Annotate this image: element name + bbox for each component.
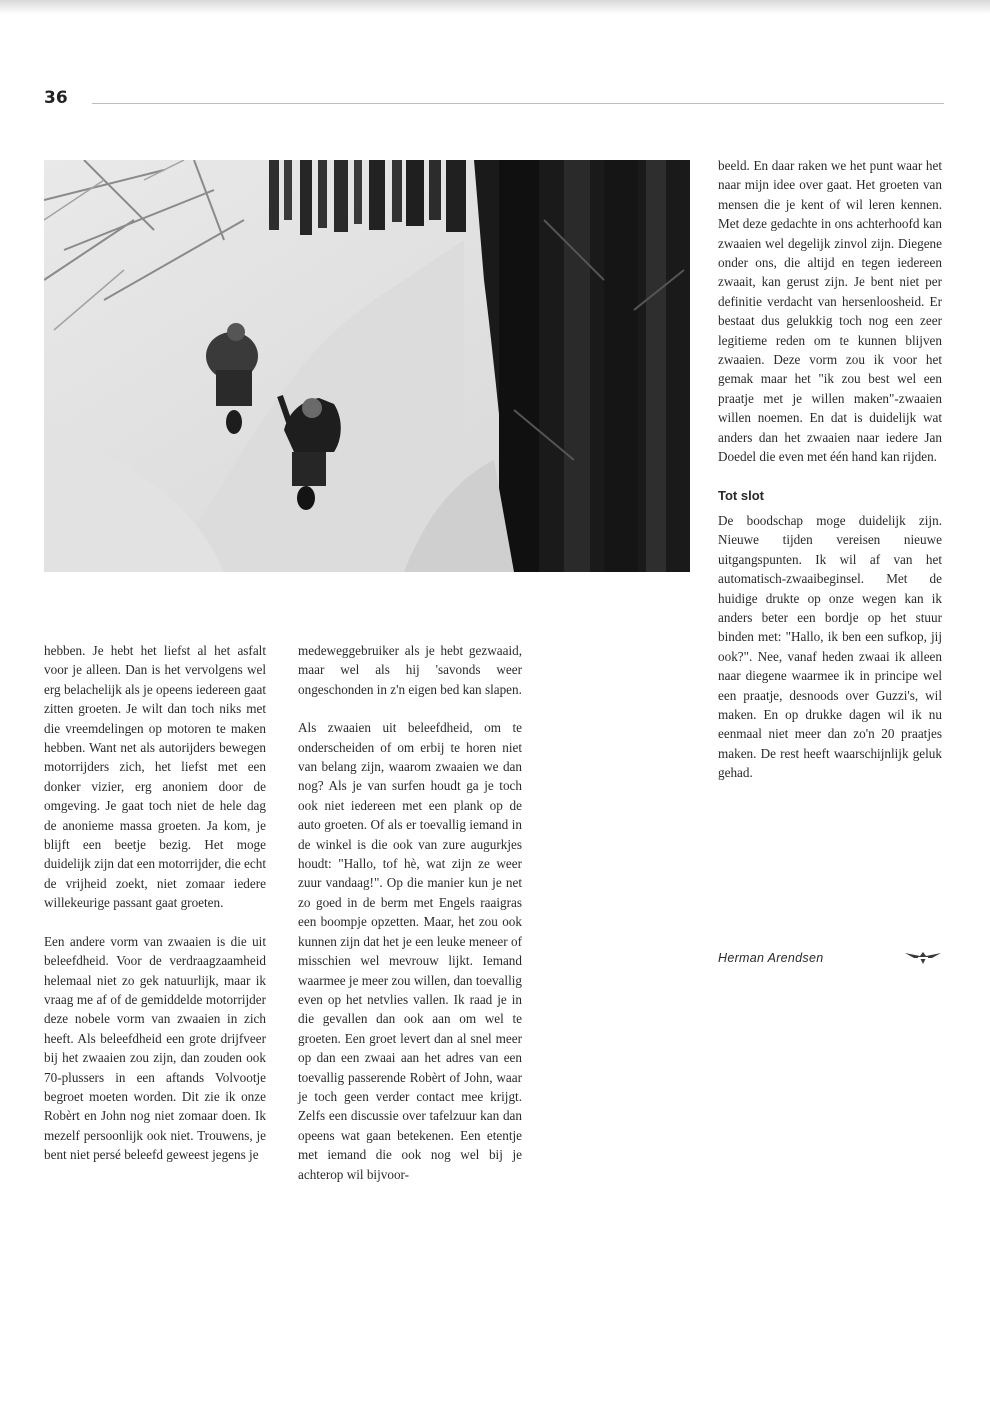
column2-paragraph-2: Als zwaaien uit beleefdheid, om te onderscheiden of om erbij te horen niet van belang zijn, waarom zwaaien we dan nog? Als je van surfen houdt ga je toch ook niet iedereen met een plank op de auto groeten. Of als er toevallig iemand in de winkel is die ook van zure augurkjes houdt: "Hallo, tof hè, wat zijn ze weer zuur vandaag!". Op die manier kun je net zo goed in de berm met Engels raaigras een boompje opzetten. Maar, het zou ook kunnen zijn dat het je een leuke meneer of misschien wel mevrouw lijkt. Iemand waarmee je meer zou willen, dan toevallig even op het netvlies vallen. Ik raad je in die gevallen dan ook aan om wel te groeten. Een groet levert dan al snel meer op dan een zwaai aan het adres van een toevallig passerende Robèrt of John, waar je toch geen verder contact mee krijgt. Zelfs een discussie over tafelzuur kan dan opeens wat gaan betekenen. Een etentje met iemand die ook nog wel bij je achterop wil bijvoor-: [298, 720, 522, 1182]
page-number: 36: [44, 88, 68, 108]
guzzi-eagle-logo-icon: [904, 949, 942, 967]
column1-paragraph-1: hebben. Je hebt het liefst al het asfalt voor je alleen. Dan is het vervolgens wel erg belachelijk als je opeens iedereen gaat zitten groeten. Je wilt dan toch niks met die vreemdelingen op motoren te maken hebben. Want net als autorijders bewegen motorrijders zich, het liefst met een donker vizier, erg anoniem door de omgeving. Je gaat toch niet de hele dag de anonieme massa groeten. Ja kom, je blijft een beetje bezig. Het moge duidelijk zijn dat een motorrijder, die echt de vrijheid zoekt, niet zomaar iedere willekeurige passant gaat groeten.: [44, 643, 266, 911]
column3-paragraph-2: De boodschap moge duidelijk zijn. Nieuwe tijden vereisen nieuwe uitgangspunten. Ik wil af van het automatisch-zwaaibeginsel. Met de huidige drukte op onze wegen kan ik anders beter een bordje op het stuur binden met: "Hallo, ik ben een sufkop, jij ook?". Nee, vanaf heden zwaai ik alleen naar diegene waarmee ik in principe wel een praatje, desnoods over Guzzi's, wil maken. En op drukke dagen wil ik nu eenmaal niet meer dan zo'n 20 praatjes maken. De rest heeft waarschijnlijk geluk gehad.: [718, 512, 942, 781]
page-top-edge: [0, 0, 990, 14]
article-column-1: [44, 641, 266, 1184]
column1-paragraph-2: Een andere vorm van zwaaien is die uit beleefdheid. Voor de verdraagzaamheid helemaal niet zo gek natuurlijk, maar ik vraag me af of de gemiddelde motorrijder deze nobele vorm van zwaaien in zich heeft. Als beleefdheid een grote drijfveer bij het zwaaien zou zijn, dan zouden ook 70-plussers in een aftands Volvootje begroet moeten worden. Dit zie ik onze Robèrt en John nog niet zomaar doen. Ik mezelf persoonlijk ook niet. Trouwens, je bent niet persé beleefd geweest jegens je: [44, 933, 266, 1163]
section-heading-tot-slot: Tot slot: [718, 487, 764, 503]
article-column-3: [718, 156, 942, 802]
column3-paragraph-1: beeld. En daar raken we het punt waar het naar mijn idee over gaat. Het groeten van mensen die je kent of wil leren kennen. Met deze gedachte in ons achterhoofd kan zwaaien wel degelijk zinvol zijn. Diegene onder ons, die altijd en tegen iedereen zwaait, kan gerust zijn. Je bent niet per definitie verdacht van hersenloosheid. Er bestaat dus gelukkig toch nog een zeer legitieme reden om te kunnen blijven zwaaien. Deze vorm zou ik voor het gemak maar het "ik zou best wel een praatje met je willen maken"-zwaaien willen noemen. En dat is duidelijk wat anders dan het zwaaien naar iedere Jan Doedel die even met één hand kan rijden.: [718, 158, 942, 465]
article-column-2: [298, 641, 522, 1203]
column2-paragraph-1: medeweggebruiker als je hebt gezwaaid, maar wel als hij 'savonds weer ongeschonden in z'n eigen bed kan slapen.: [298, 643, 522, 697]
photo-illustration: [44, 160, 690, 572]
winter-motorcycle-photo: [44, 160, 690, 572]
header-rule: [92, 103, 944, 104]
author-byline: Herman Arendsen: [718, 951, 824, 965]
